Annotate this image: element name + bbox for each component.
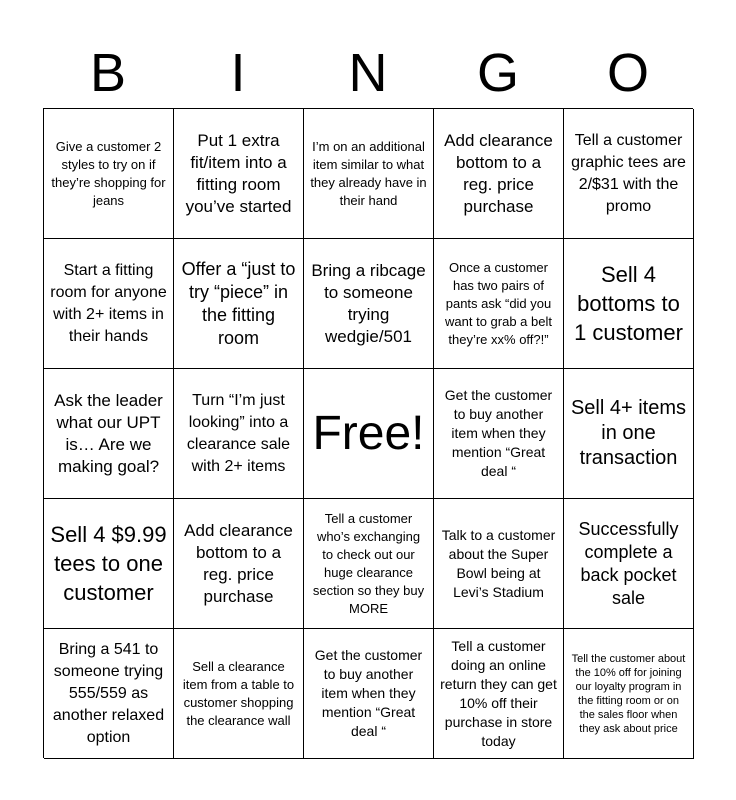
cell-text: Offer a “just to try “piece” in the fitting room (181, 258, 296, 348)
cell-text: I’m on an additional item similar to what they already have in their hand (310, 138, 427, 208)
bingo-cell-r1c1[interactable] (44, 109, 174, 239)
cell-text: Add clearance bottom to a reg. price purchase (444, 130, 553, 216)
bingo-cell-r2c3[interactable] (304, 239, 434, 369)
cell-text: Tell a customer graphic tees are 2/$31 with the promo (571, 131, 686, 215)
cell-text: Talk to a customer about the Super Bowl being at Levi’s Stadium (441, 526, 556, 600)
cell-text: Bring a 541 to someone trying 555/559 as another relaxed option (52, 640, 165, 746)
bingo-cell-r4c1[interactable] (44, 499, 174, 629)
bingo-cell-r2c4[interactable] (434, 239, 564, 369)
header-letter-b: B (89, 43, 127, 103)
bingo-cell-r4c5[interactable] (564, 499, 694, 629)
bingo-header (43, 40, 693, 106)
cell-text: Sell a clearance item from a table to customer shopping the clearance wall (182, 658, 295, 728)
cell-text: Ask the leader what our UPT is… Are we making goal? (54, 390, 163, 476)
cell-text: Bring a ribcage to someone trying wedgie/501 (311, 260, 426, 346)
bingo-grid (43, 108, 693, 758)
cell-text: Add clearance bottom to a reg. price purchase (184, 520, 293, 606)
cell-text: Put 1 extra fit/item into a fitting room you’ve started (185, 130, 292, 216)
bingo-cell-r3c2[interactable] (174, 369, 304, 499)
cell-text: Turn “I’m just looking” into a clearance sale with 2+ items (186, 391, 291, 475)
header-letter-i: I (230, 43, 246, 103)
cell-text: Tell the customer about the 10% off for joining our loyalty program in the fitting room or on the sales floor when they ask about price (571, 652, 686, 735)
bingo-cell-r4c2[interactable] (174, 499, 304, 629)
cell-text: Sell 4 $9.99 tees to one customer (50, 522, 167, 605)
cell-text: Tell a customer doing an online return they can get 10% off their purchase in store today (440, 637, 557, 749)
bingo-cell-r1c3[interactable] (304, 109, 434, 239)
cell-text: Sell 4+ items in one transaction (570, 397, 687, 469)
header-letter-o: O (606, 43, 649, 103)
cell-text: Sell 4 bottoms to 1 customer (574, 262, 683, 345)
bingo-cell-r4c4[interactable] (434, 499, 564, 629)
header-letter-n: N (348, 43, 388, 103)
cell-text: Get the customer to buy another item when they mention “Great deal “ (444, 387, 553, 479)
cell-text: Start a fitting room for anyone with 2+ items in their hands (50, 261, 167, 345)
bingo-cell-r1c2[interactable] (174, 109, 304, 239)
bingo-cell-r3c5[interactable] (564, 369, 694, 499)
bingo-cell-r4c3[interactable] (304, 499, 434, 629)
bingo-cell-free[interactable] (304, 369, 434, 499)
bingo-cell-r5c2[interactable] (174, 629, 304, 759)
free-space-text: Free! (312, 406, 425, 460)
bingo-cell-r2c5[interactable] (564, 239, 694, 369)
bingo-cell-r1c4[interactable] (434, 109, 564, 239)
bingo-cell-r3c4[interactable] (434, 369, 564, 499)
bingo-cell-r2c1[interactable] (44, 239, 174, 369)
cell-text: Get the customer to buy another item when they mention “Great deal “ (314, 647, 423, 739)
bingo-cell-r5c4[interactable] (434, 629, 564, 759)
cell-text: Once a customer has two pairs of pants ask “did you want to grab a belt they’re xx% off?!” (445, 259, 552, 347)
cell-text: Tell a customer who’s exchanging to check out our huge clearance section so they buy MORE (312, 510, 425, 616)
header-letter-g: G (476, 43, 519, 103)
cell-text: Successfully complete a back pocket sale (578, 518, 679, 608)
bingo-cell-r5c1[interactable] (44, 629, 174, 759)
bingo-cell-r1c5[interactable] (564, 109, 694, 239)
cell-text: Give a customer 2 styles to try on if they’re shopping for jeans (51, 138, 166, 208)
bingo-cell-r5c3[interactable] (304, 629, 434, 759)
bingo-cell-r5c5[interactable] (564, 629, 694, 759)
bingo-cell-r3c1[interactable] (44, 369, 174, 499)
bingo-cell-r2c2[interactable] (174, 239, 304, 369)
